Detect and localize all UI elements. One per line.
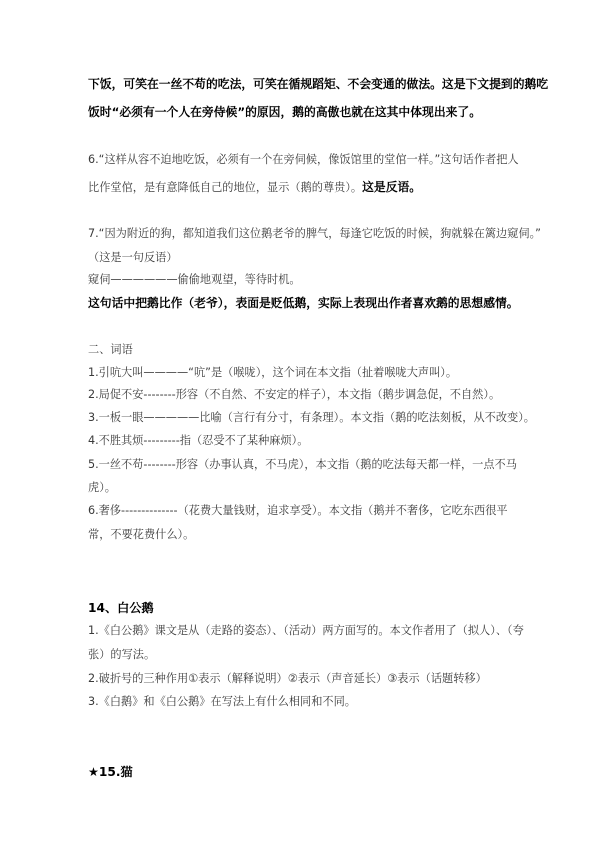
vocab-item: 1.引吭大叫————“吭”是（喉咙），这个词在本文指（扯着喉咙大声叫）。 [88, 366, 458, 379]
vocab-item: 虎）。 [88, 481, 116, 494]
item7-line-2: （这是一句反语） [88, 251, 178, 264]
item7-line-3: 窥伺——————偷偷地观望，等待时机。 [88, 273, 301, 286]
item6-line-2 [88, 180, 421, 195]
item7-line-4: 这句话中把鹅比作（老爷），表面是贬低鹅，实际上表现出作者喜欢鹅的思想感情。 [88, 296, 519, 310]
intro-line-2: 饭时“必须有一个人在旁侍候”的原因，鹅的高傲也就在这其中体现出来了。 [88, 105, 482, 119]
item6-line-2-bold: 这是反语。 [362, 180, 422, 194]
section-15-heading: ★15.猫 [88, 765, 133, 779]
vocab-item: 3.一板一眼—————比喻（言行有分寸，有条理）。本文指（鹅的吃法刻板，从不改变）。 [88, 411, 535, 424]
vocab-item: 5.一丝不苟--------形容（办事认真，不马虎），本文指（鹅的吃法每天都一样，一点不马 [88, 458, 517, 471]
vocab-item: 常，不要花费什么）。 [88, 528, 195, 541]
section-14-item: 1.《白公鹅》课文是从（走路的姿态）、（活动）两方面写的。本文作者用了（拟人）、（夸 [88, 624, 524, 637]
item6-line-2-plain: 比作堂倌，是有意降低自己的地位，显示（鹅的尊贵）。 [88, 181, 363, 194]
item7-line-1: 7.“因为附近的狗，都知道我们这位鹅老爷的脾气，每逢它吃饭的时候，狗就躲在篱边窥伺。” [88, 227, 541, 240]
vocab-item: 2.局促不安--------形容（不自然、不安定的样子），本文指（鹅步调急促，不自然）。 [88, 388, 501, 401]
item6-line-1: 6.“这样从容不迫地吃饭，必须有一个在旁伺候，像饭馆里的堂倌一样。”这句话作者把人 [88, 153, 519, 166]
vocab-item: 6.奢侈--------------（花费大量钱财，追求享受）。本文指（鹅并不奢侈，它吃东西很平 [88, 504, 508, 517]
vocab-title: 二、词语 [88, 343, 133, 356]
section-14-heading: 14、白公鹅 [88, 601, 154, 615]
intro-line-1: 下饭，可笑在一丝不苟的吃法，可笑在循规蹈矩、不会变通的做法。这是下文提到的鹅吃 [88, 77, 549, 91]
section-14-item: 2.破折号的三种作用①表示（解释说明）②表示（声音延长）③表示（话题转移） [88, 672, 487, 685]
section-14-item: 3.《白鹅》和《白公鹅》在写法上有什么相同和不同。 [88, 695, 356, 708]
vocab-item: 4.不胜其烦---------指（忍受不了某种麻烦）。 [88, 434, 309, 447]
section-14-item: 张）的写法。 [88, 648, 156, 661]
